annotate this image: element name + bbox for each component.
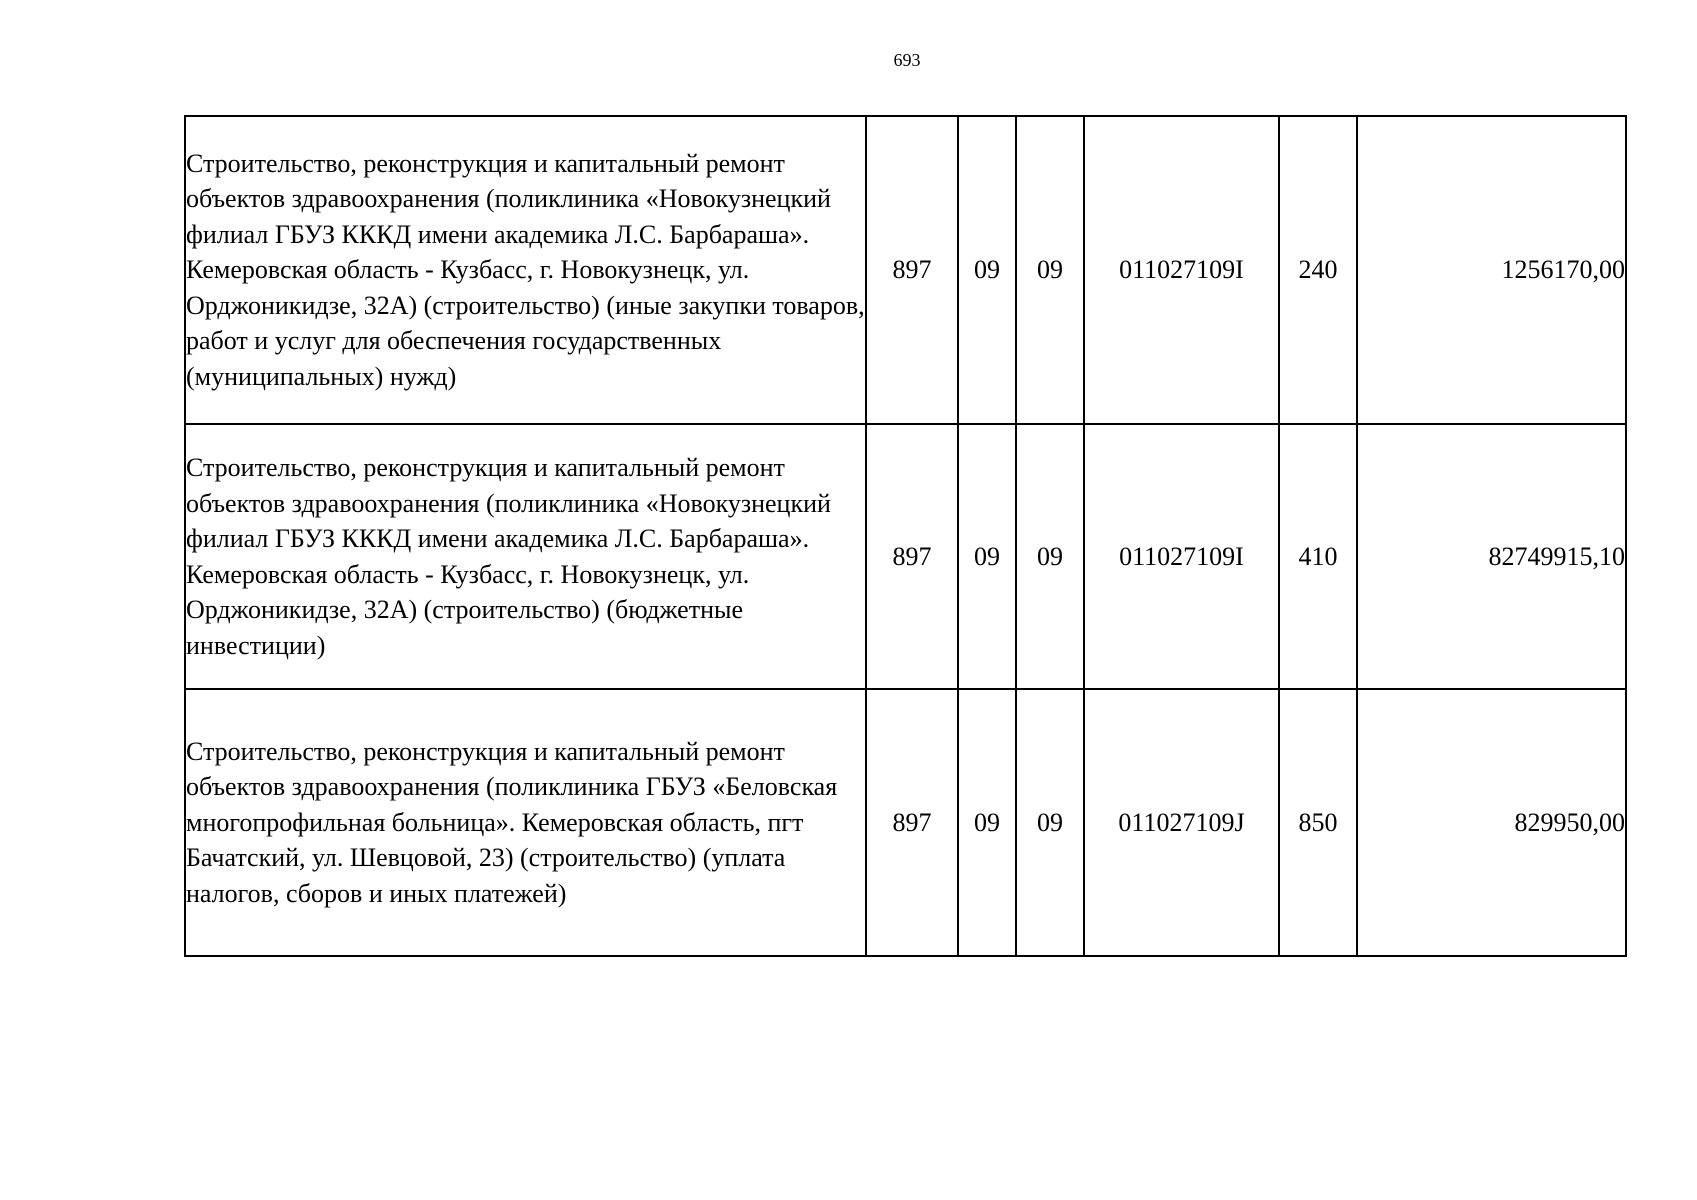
target-article-cell: 011027109J bbox=[1084, 689, 1279, 956]
ministry-code-cell: 897 bbox=[866, 689, 958, 956]
subsection-cell: 09 bbox=[1016, 689, 1084, 956]
description-cell: Строительство, реконструкция и капитальный ремонт объектов здравоохранения (поликлиника «Новокузнецкий филиал ГБУЗ КККД имени академика Л.С. Барбараша». Кемеровская область - Кузбасс, г. Новокузнецк, ул. Орджоникидзе, 32А) (строительство) (иные закупки товаров, работ и услуг для обеспечения государственных (муниципальных) нужд) bbox=[185, 116, 866, 424]
expense-type-cell: 410 bbox=[1279, 424, 1357, 689]
ministry-code-cell: 897 bbox=[866, 116, 958, 424]
expense-type-cell: 240 bbox=[1279, 116, 1357, 424]
amount-cell: 82749915,10 bbox=[1357, 424, 1626, 689]
section-cell: 09 bbox=[958, 689, 1016, 956]
section-cell: 09 bbox=[958, 424, 1016, 689]
ministry-code-cell: 897 bbox=[866, 424, 958, 689]
table-row bbox=[185, 424, 1626, 689]
expense-type-cell: 850 bbox=[1279, 689, 1357, 956]
page-number: 693 bbox=[893, 50, 921, 70]
target-article-cell: 011027109I bbox=[1084, 116, 1279, 424]
amount-cell: 1256170,00 bbox=[1357, 116, 1626, 424]
amount-cell: 829950,00 bbox=[1357, 689, 1626, 956]
description-cell: Строительство, реконструкция и капитальный ремонт объектов здравоохранения (поликлиника ГБУЗ «Беловская многопрофильная больница». Кемеровская область, пгт Бачатский, ул. Шевцовой, 23) (строительство) (уплата налогов, сборов и иных платежей) bbox=[185, 689, 866, 956]
section-cell: 09 bbox=[958, 116, 1016, 424]
table-row bbox=[185, 116, 1626, 424]
subsection-cell: 09 bbox=[1016, 116, 1084, 424]
subsection-cell: 09 bbox=[1016, 424, 1084, 689]
description-cell: Строительство, реконструкция и капитальный ремонт объектов здравоохранения (поликлиника «Новокузнецкий филиал ГБУЗ КККД имени академика Л.С. Барбараша». Кемеровская область - Кузбасс, г. Новокузнецк, ул. Орджоникидзе, 32А) (строительство) (бюджетные инвестиции) bbox=[185, 424, 866, 689]
budget-table bbox=[184, 115, 1627, 957]
target-article-cell: 011027109I bbox=[1084, 424, 1279, 689]
table-row bbox=[185, 689, 1626, 956]
